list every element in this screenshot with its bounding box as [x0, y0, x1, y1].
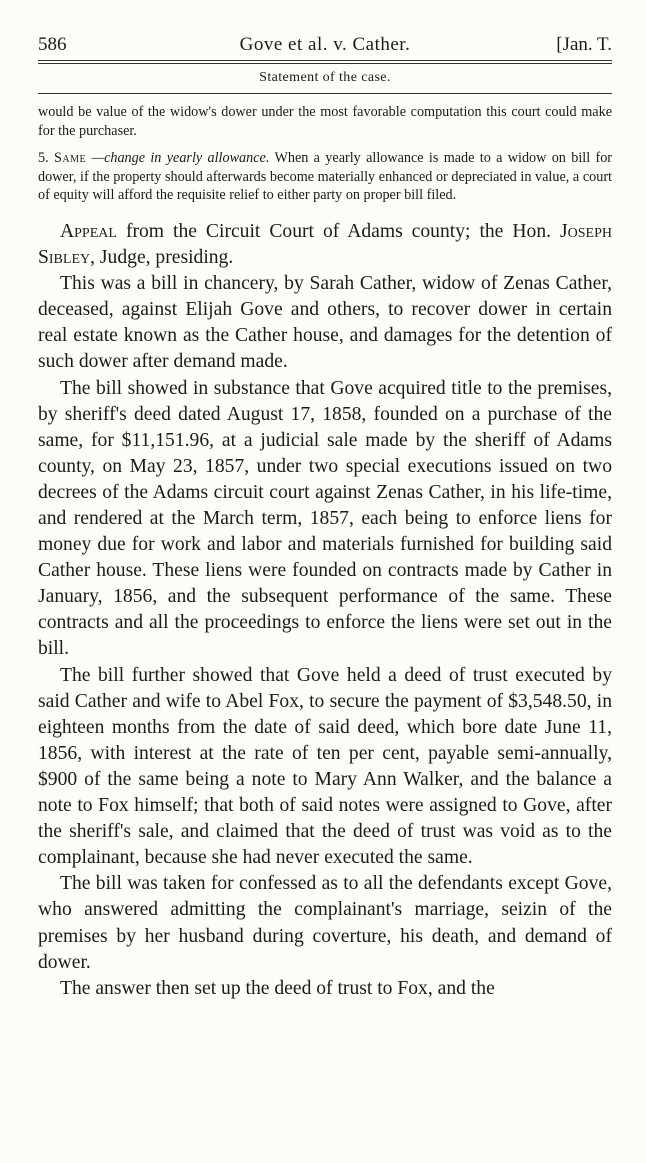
paragraph: The bill showed in substance that Gove acquired title to the premises, by sheriff's deed dated August 17, 1858, founded on a purchase of the same, for $11,151.96, at a judicial sale made by the sheriff of Adams county, on May 23, 1857, under two special executions issued on two decrees of the Adams circuit court against Zenas Cather, in his life-time, and rendered at the March term, 1857, each being to enforce liens for money due for work and labor and materials furnished for building said Cather house. These liens were founded on contracts made by Cather in January, 1856, and the subsequent performance of the same. These contracts and all the proceedings to enforce the liens were set out in the bill.	[38, 377, 612, 660]
appeal-tail: , Judge, presiding.	[90, 247, 234, 269]
headnote-text: When a yearly allowance is made to a widow on bill for dower, if the property should afterwards become materially enhanced or depreciated in value, a court of equity will afford the requisite relief to either party on proper bill filed.	[38, 150, 613, 204]
section-subheader: Statement of the case.	[259, 70, 391, 85]
paragraph: The answer then set up the deed of trust to Fox, and the	[60, 977, 495, 999]
appeal-text: from the Circuit Court of Adams county; the Hon.	[125, 220, 552, 242]
subheader-rule	[38, 93, 612, 94]
paragraph-appeal	[38, 219, 612, 271]
headnote-number: 5.	[38, 150, 49, 167]
running-header	[38, 30, 612, 60]
judge-name: Joseph Sibley	[38, 220, 612, 269]
headnote-5	[38, 149, 612, 205]
page	[38, 30, 612, 1002]
paragraph: This was a bill in chancery, by Sarah Cather, widow of Zenas Cather, deceased, against Elijah Gove and others, to recover dower in certain real estate known as the Cather house, and damages for the detention of such dower after demand made.	[38, 273, 612, 373]
term-label: [Jan. T.	[556, 34, 612, 55]
paragraph: The bill further showed that Gove held a deed of trust executed by said Cather and wife to Abel Fox, to secure the payment of $3,548.50, in eighteen months from the date of said deed, which bore date June 11, 1856, with interest at the rate of ten per cent, payable semi-annually, $900 of the same being a note to Mary Ann Walker, and the balance a note to Fox himself; that both of said notes were assigned to Gove, after the sheriff's sale, and claimed that the deed of trust was void as to the complainant, because she had never executed the same.	[38, 664, 612, 869]
running-title: Gove et al. v. Cather.	[239, 34, 411, 55]
headnote-text: would be value of the widow's dower under the most favorable computation this court could make for the purchaser.	[38, 104, 612, 139]
headnote-topic: —change in yearly allowance.	[91, 150, 270, 167]
page-number: 586	[38, 34, 67, 55]
headnote-continuation	[38, 103, 612, 140]
paragraph: The bill was taken for confessed as to all the defendants except Gove, who answered admitting the complainant's marriage, seizin of the premises by her husband during coverture, his death, and demand of dower.	[38, 873, 612, 973]
appeal-lead: Appeal	[60, 220, 117, 242]
headnote-lead: Same	[53, 150, 87, 167]
